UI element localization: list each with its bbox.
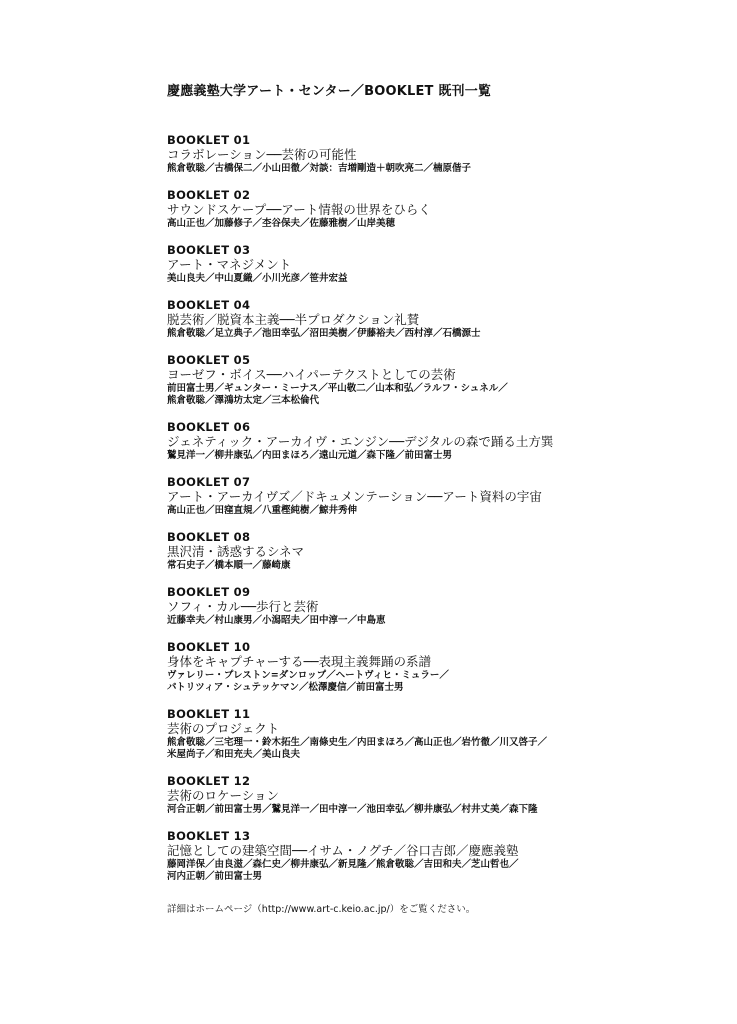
booklet-entry-02: [167, 188, 727, 243]
booklet-entry-09: [167, 585, 727, 640]
booklet-number: BOOKLET 04: [167, 298, 251, 312]
booklet-entry-13: [167, 829, 727, 896]
booklet-number: BOOKLET 02: [167, 188, 251, 202]
booklet-title: ソフィ・カル──歩行と芸術: [167, 599, 319, 614]
booklet-authors: 米屋尚子／和田充夫／美山良夫: [167, 749, 301, 760]
booklet-authors: 熊倉敬聡／足立典子／池田幸弘／沼田美樹／伊藤裕夫／西村淳／石橋源士: [167, 328, 481, 339]
booklet-authors: 熊倉敬聡／古橋保二／小山田徹／対談：吉増剛造＋朝吹亮二／楠原偕子: [167, 163, 472, 174]
booklet-title: アート・アーカイヴズ／ドキュメンテーション──アート資料の宇宙: [167, 489, 542, 504]
booklet-title: アート・マネジメント: [167, 257, 292, 272]
booklet-title: 芸術のロケーション: [167, 788, 280, 803]
booklet-entry-03: [167, 243, 727, 298]
booklet-number: BOOKLET 01: [167, 133, 251, 147]
booklet-entry-08: [167, 530, 727, 585]
booklet-entry-01: [167, 133, 727, 188]
booklet-title: ヨーゼフ・ボイス──ハイパーテクストとしての芸術: [167, 367, 456, 382]
booklet-title: 芸術のプロジェクト: [167, 721, 280, 736]
booklet-number: BOOKLET 07: [167, 475, 251, 489]
booklet-list: [167, 133, 727, 896]
booklet-title: 脱芸術／脱資本主義──半プロダクション礼賛: [167, 312, 420, 327]
booklet-entry-11: [167, 707, 727, 774]
booklet-authors: 河内正朝／前田富士男: [167, 871, 263, 882]
booklet-authors: 熊倉敬聡／三宅理一・鈴木拓生／南條史生／内田まほろ／高山正也／岩竹徹／川又啓子／: [167, 737, 548, 748]
booklet-title: ジェネティック・アーカイヴ・エンジン──デジタルの森で踊る土方巽: [167, 434, 554, 449]
booklet-entry-06: [167, 420, 727, 475]
booklet-number: BOOKLET 05: [167, 353, 251, 367]
booklet-entry-10: [167, 640, 727, 707]
booklet-authors: 高山正也／加藤修子／杢谷保夫／佐藤雅樹／山岸美穂: [167, 218, 396, 229]
booklet-entry-12: [167, 774, 727, 829]
booklet-number: BOOKLET 13: [167, 829, 251, 843]
booklet-authors: 近藤幸夫／村山康男／小潟昭夫／田中淳一／中島恵: [167, 615, 386, 626]
booklet-title: 身体をキャプチャーする──表現主義舞踊の系譜: [167, 654, 432, 669]
booklet-authors: 熊倉敬聡／澤鴻坊太定／三本松倫代: [167, 395, 320, 406]
booklet-title: 記憶としての建築空間──イサム・ノグチ／谷口吉郎／慶應義塾: [167, 843, 519, 858]
booklet-number: BOOKLET 09: [167, 585, 251, 599]
booklet-title: コラボレーション──芸術の可能性: [167, 147, 357, 162]
booklet-number: BOOKLET 08: [167, 530, 251, 544]
booklet-number: BOOKLET 10: [167, 640, 251, 654]
booklet-entry-04: [167, 298, 727, 353]
booklet-title: サウンドスケープ──アート情報の世界をひらく: [167, 202, 431, 217]
booklet-authors: 常石史子／橋本順一／藤崎康: [167, 560, 291, 571]
booklet-number: BOOKLET 11: [167, 707, 251, 721]
booklet-number: BOOKLET 12: [167, 774, 251, 788]
booklet-authors: 河合正朝／前田富士男／鷲見洋一／田中淳一／池田幸弘／柳井康弘／村井丈美／森下隆: [167, 804, 538, 815]
booklet-entry-05: [167, 353, 727, 420]
booklet-authors: パトリツィア・シュテッケマン／松澤慶信／前田富士男: [167, 682, 404, 693]
booklet-authors: 美山良夫／中山夏織／小川光彦／笹井宏益: [167, 273, 348, 284]
footer-note: 詳細はホームページ（http://www.art-c.keio.ac.jp/）をご覧ください。: [167, 904, 476, 915]
booklet-authors: 前田富士男／ギュンター・ミーナス／平山敬二／山本和弘／ラルフ・シュネル／: [167, 383, 508, 394]
booklet-number: BOOKLET 03: [167, 243, 251, 257]
booklet-authors: 藤岡洋保／由良滋／森仁史／柳井康弘／新見隆／熊倉敬聡／吉田和夫／芝山哲也／: [167, 859, 519, 870]
booklet-authors: ヴァレリー・プレストン=ダンロップ／ヘートヴィヒ・ミュラー／: [167, 670, 449, 681]
booklet-authors: 高山正也／田窪直規／八重樫純樹／鯨井秀伸: [167, 505, 358, 516]
booklet-authors: 鷲見洋一／柳井康弘／内田まほろ／遠山元道／森下隆／前田富士男: [167, 450, 453, 461]
booklet-title: 黒沢清・誘惑するシネマ: [167, 544, 305, 559]
booklet-entry-07: [167, 475, 727, 530]
page-title: 慶應義塾大学アート・センター／BOOKLET 既刊一覧: [167, 84, 492, 99]
booklet-number: BOOKLET 06: [167, 420, 251, 434]
